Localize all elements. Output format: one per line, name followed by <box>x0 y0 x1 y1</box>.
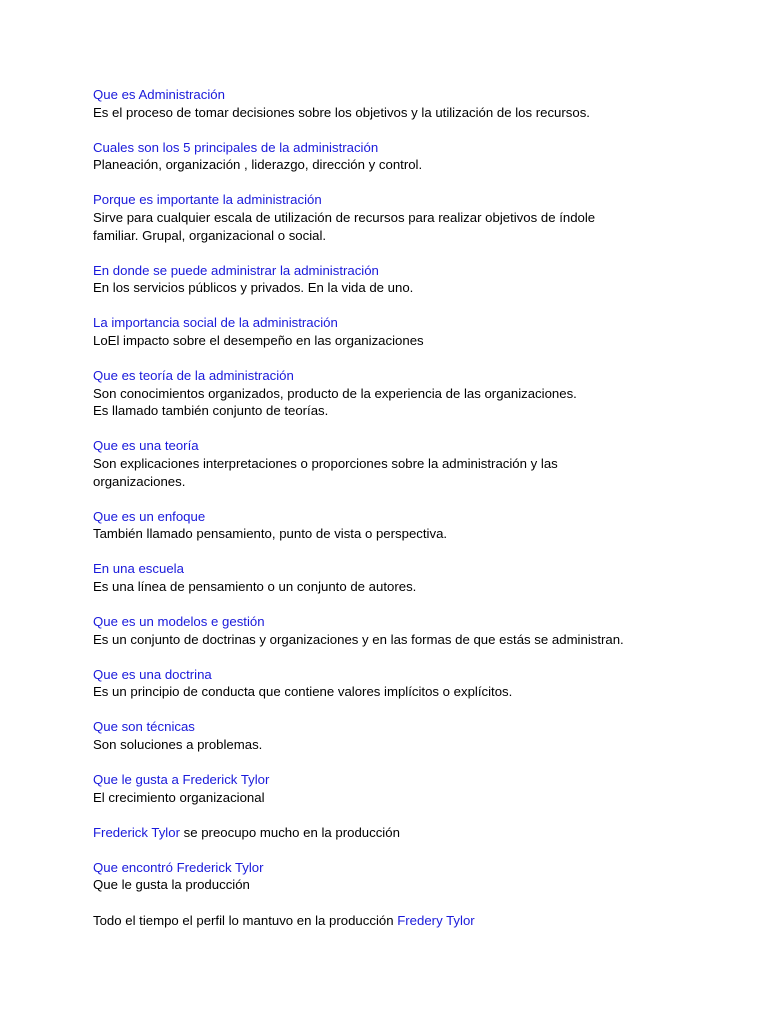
highlighted-name: Frederick Tylor <box>93 824 180 840</box>
answer-text: El crecimiento organizacional <box>93 789 265 805</box>
qa-item-importancia <box>93 191 733 244</box>
question-text: Que es un enfoque <box>93 508 206 524</box>
question-text: Que es teoría de la administración <box>93 368 294 384</box>
question-text: Que le gusta a Frederick Tylor <box>93 772 270 788</box>
answer-text: Es llamado también conjunto de teorías. <box>93 403 329 419</box>
answer-text: Que le gusta la producción <box>93 877 250 893</box>
qa-item-doctrina <box>93 666 733 701</box>
qa-item-importancia-social <box>93 314 733 349</box>
answer-text: LoEl impacto sobre el desempeño en las organizaciones <box>93 332 424 348</box>
answer-text: Es un conjunto de doctrinas y organizaciones y en las formas de que estás se administran. <box>93 631 624 647</box>
answer-text: Son conocimientos organizados, producto de la experiencia de las organizaciones. <box>93 385 577 401</box>
answer-text: Es el proceso de tomar decisiones sobre los objetivos y la utilización de los recursos. <box>93 104 590 120</box>
question-text: En una escuela <box>93 561 184 577</box>
qa-item-escuela <box>93 560 733 595</box>
statement-line <box>93 824 733 842</box>
question-text: En donde se puede administrar la administración <box>93 262 379 278</box>
answer-text: Planeación, organización , liderazgo, dirección y control. <box>93 157 423 173</box>
question-text: Que son técnicas <box>93 719 195 735</box>
answer-text: Es una línea de pensamiento o un conjunto de autores. <box>93 578 417 594</box>
question-text: Que encontró Frederick Tylor <box>93 859 264 875</box>
answer-text: Es un principio de conducta que contiene valores implícitos o explícitos. <box>93 684 513 700</box>
qa-item-gusta-tylor <box>93 771 733 806</box>
statement-perfil <box>93 912 733 930</box>
highlighted-name: Fredery Tylor <box>397 912 475 928</box>
question-text: Cuales son los 5 principales de la administración <box>93 139 379 155</box>
question-text: La importancia social de la administración <box>93 315 338 331</box>
answer-text: organizaciones. <box>93 473 186 489</box>
answer-text: Sirve para cualquier escala de utilización de recursos para realizar objetivos de índole <box>93 209 596 225</box>
qa-item-donde <box>93 262 733 297</box>
document-page <box>93 86 733 947</box>
statement-line <box>93 912 733 930</box>
statement-text: se preocupo mucho en la producción <box>179 824 400 840</box>
answer-text: En los servicios públicos y privados. En la vida de uno. <box>93 280 414 296</box>
qa-item-teoria <box>93 437 733 490</box>
qa-item-tecnicas <box>93 718 733 753</box>
statement-text: Todo el tiempo el perfil lo mantuvo en la producción <box>93 912 398 928</box>
qa-item-modelos-gestion <box>93 613 733 648</box>
question-text: Que es Administración <box>93 87 225 102</box>
qa-item-encontro-tylor <box>93 859 733 894</box>
question-text: Que es una teoría <box>93 438 199 454</box>
answer-text: También llamado pensamiento, punto de vista o perspectiva. <box>93 526 448 542</box>
question-text: Que es un modelos e gestión <box>93 613 265 629</box>
statement-tylor-produccion <box>93 824 733 842</box>
answer-text: familiar. Grupal, organizacional o social. <box>93 227 327 243</box>
qa-item-enfoque <box>93 508 733 543</box>
qa-item-administracion <box>93 86 733 121</box>
question-text: Porque es importante la administración <box>93 192 322 208</box>
qa-item-principales <box>93 139 733 174</box>
qa-item-teoria-administracion <box>93 367 733 420</box>
answer-text: Son explicaciones interpretaciones o proporciones sobre la administración y las <box>93 455 558 471</box>
answer-text: Son soluciones a problemas. <box>93 736 263 752</box>
question-text: Que es una doctrina <box>93 666 212 682</box>
